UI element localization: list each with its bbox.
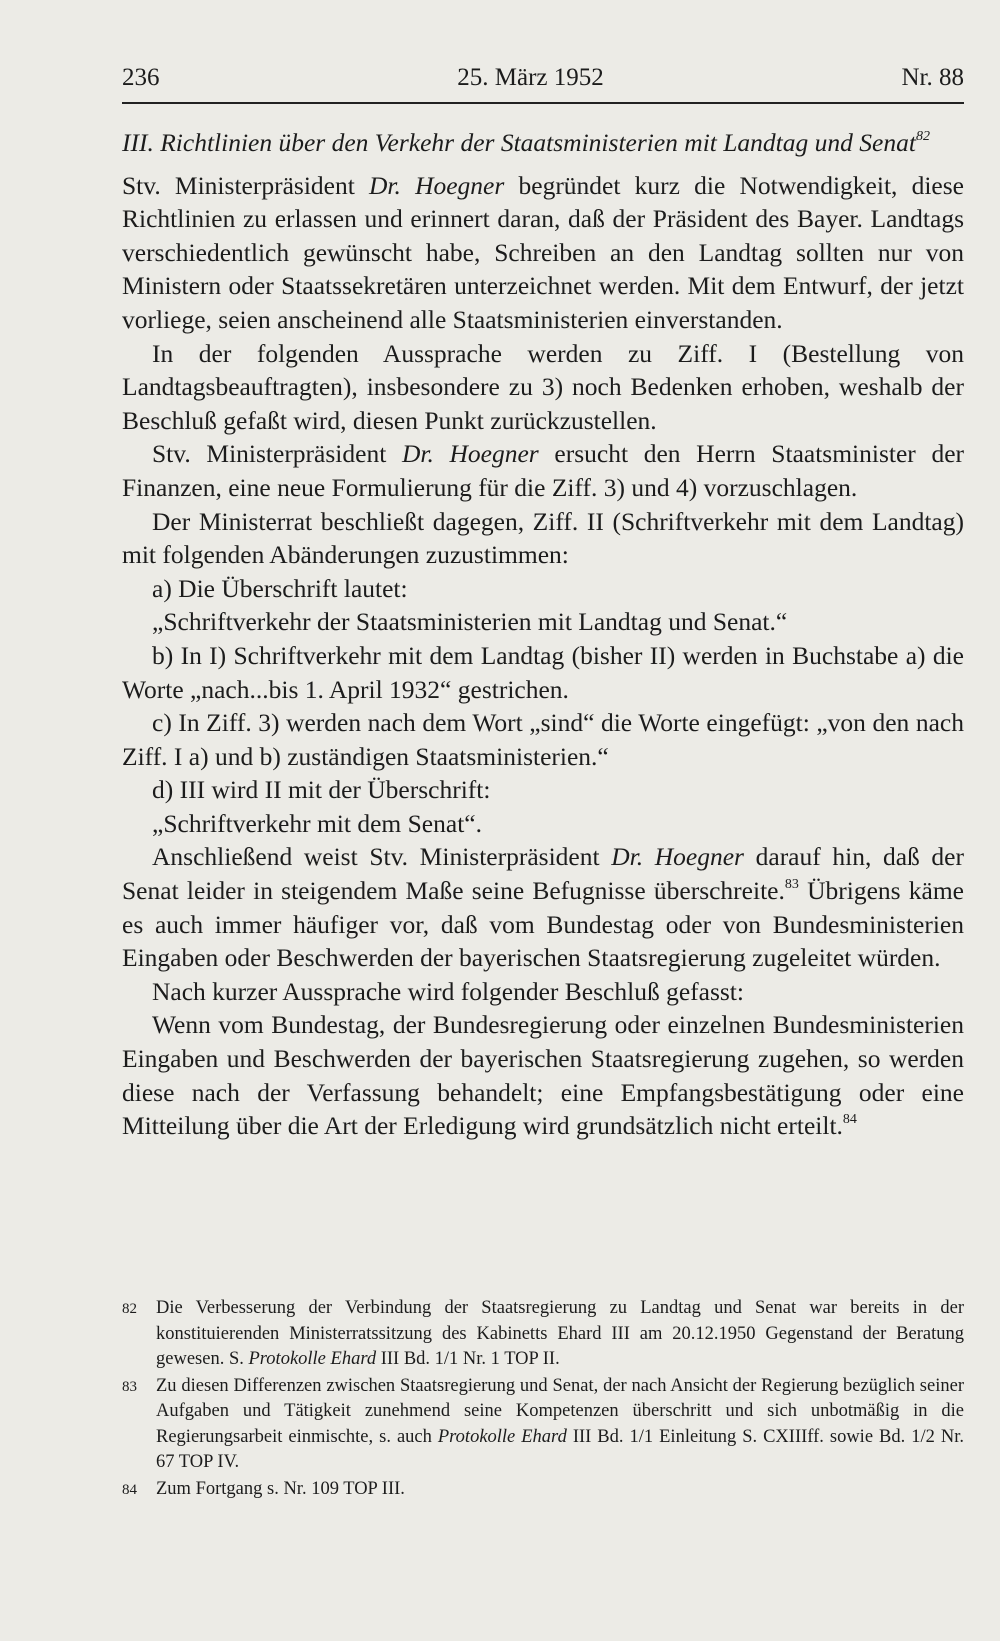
paragraph-13 — [122, 1008, 964, 1142]
page-header — [122, 64, 964, 104]
footnote-text — [156, 1477, 964, 1504]
footnote — [122, 1477, 964, 1504]
footnote — [122, 1374, 964, 1476]
paragraph-4: Der Ministerrat beschließt dagegen, Ziff. II (Schriftverkehr mit dem Landtag) mit folgenden Abänderungen zuzustimmen: — [122, 506, 964, 570]
footnote-number: 84 — [122, 1481, 137, 1498]
main-text — [122, 126, 964, 1143]
footnote-ref-84: 84 — [842, 1112, 857, 1128]
p3-text-a: Stv. Ministerpräsident — [152, 439, 402, 469]
footnote-text-a: Die Verbesserung der Verbindung der Staatsregierung zu Landtag und Senat war bereits in der konstituierenden Ministerratssitzung des Kabinetts Ehard III am 20.12.1950 Gegenstand der Beratung gewesen. S. — [156, 1298, 964, 1369]
paragraph-9: d) III wird II mit der Überschrift: — [152, 775, 491, 805]
footnote-number: 83 — [122, 1378, 137, 1395]
header-issue: Nr. 88 — [901, 64, 964, 91]
p1-text-b: begründet kurz die Notwendigkeit, diese Richtlinien zu erlassen und erinnert daran, daß der Präsident des Bayer. Landtags verschiedentlich gewünscht habe, Schreiben an den Landtag sollten nur von Ministern oder Staatssekretären unterzeichnet werden. Mit dem Entwurf, der jetzt vorliege, seien anscheinend alle Staatsministerien einverstanden. — [122, 170, 964, 334]
footnotes — [122, 1296, 964, 1504]
paragraph-3 — [122, 437, 964, 504]
paragraph-7: b) In I) Schriftverkehr mit dem Landtag (bisher II) werden in Buchstabe a) die Worte „nach...bis 1. April 1932“ gestrichen. — [122, 640, 964, 704]
paragraph-11 — [122, 840, 964, 974]
section-title: III. Richtlinien über den Verkehr der Staatsministerien mit Landtag und Senat — [122, 128, 916, 157]
paragraph-1 — [122, 169, 964, 337]
footnote-text — [156, 1296, 964, 1373]
p1-name: Hoegner — [400, 170, 505, 200]
p1-text-a: Stv. Ministerpräsident — [122, 170, 369, 200]
footnote-text — [156, 1374, 964, 1476]
p11-name-dr: Dr. — [611, 842, 644, 872]
header-date: 25. März 1952 — [457, 64, 604, 91]
p11-name: Hoegner — [643, 842, 744, 872]
p1-name-dr: Dr. — [369, 170, 401, 200]
paragraph-2: In der folgenden Aussprache werden zu Ziff. I (Bestellung von Landtagsbeauftragten), insbesondere zu 3) noch Bedenken erhoben, weshalb der Beschluß gefaßt wird, diesen Punkt zurückzustellen. — [122, 338, 964, 435]
footnote-text-b: III Bd. 1/1 Nr. 1 TOP II. — [376, 1349, 560, 1369]
footnote-ref-82: 82 — [915, 129, 930, 144]
paragraph-8: c) In Ziff. 3) werden nach dem Wort „sind“ die Worte eingefügt: „von den nach Ziff. I a) und b) zuständigen Staatsministerien.“ — [122, 708, 964, 771]
p11-text-c: Übrigens käme es auch immer häufiger vor, daß vom Bundestag oder von Bundesministerien Eingaben oder Beschwerden der bayerischen Staatsregierung zugeleitet würden. — [122, 876, 964, 973]
p11-text-a: Anschließend weist Stv. Ministerpräsident — [152, 842, 612, 872]
paragraph-12: Nach kurzer Aussprache wird folgender Beschluß gefasst: — [152, 976, 744, 1006]
paragraph-10: „Schriftverkehr mit dem Senat“. — [152, 808, 482, 838]
p3-text-b: ersucht den Herrn Staatsminister der Finanzen, eine neue Formulierung für die Ziff. 3) und 4) vorzuschlagen. — [122, 439, 964, 502]
footnote-number: 82 — [122, 1301, 137, 1317]
header-rule — [122, 102, 964, 104]
section-heading — [122, 126, 964, 160]
p13-text: Wenn vom Bundestag, der Bundesregierung oder einzelnen Bundesministerien Eingaben und Beschwerden der bayerischen Staatsregierung zugehen, so werden diese nach der Verfassung behandelt; eine Empfangsbestätigung oder eine Mitteilung über die Art der Erledigung wird grundsätzlich nicht erteilt. — [122, 1010, 964, 1141]
paragraph-6: „Schriftverkehr der Staatsministerien mit Landtag und Senat.“ — [152, 607, 788, 637]
footnote — [122, 1296, 964, 1373]
footnote-text-b: III Bd. 1/1 Einleitung S. CXIIIff. sowie Bd. 1/2 Nr. 67 TOP IV. — [156, 1426, 964, 1472]
footnote-text-a: Zu diesen Differenzen zwischen Staatsregierung und Senat, der nach Ansicht der Regierung bezüglich seiner Aufgaben und Tätigkeit zunehmend seine Kompetenzen überschritt und sich unbotmäßig in die Regierungsarbeit einmischte, s. auch — [156, 1375, 964, 1447]
page-number: 236 — [122, 64, 160, 91]
footnote-italic: Protokolle Ehard — [248, 1349, 377, 1369]
p11-text-b: darauf hin, daß der Senat leider in steigendem Maße seine Befugnisse überschreite. — [122, 842, 964, 906]
footnote-text-a: Zum Fortgang s. Nr. 109 TOP III. — [156, 1478, 405, 1499]
footnote-ref-83: 83 — [784, 877, 799, 893]
paragraph-5: a) Die Überschrift lautet: — [152, 573, 408, 603]
p3-name: Hoegner — [433, 439, 539, 469]
footnote-italic: Protokolle Ehard — [437, 1426, 567, 1447]
p3-name-dr: Dr. — [401, 439, 434, 469]
